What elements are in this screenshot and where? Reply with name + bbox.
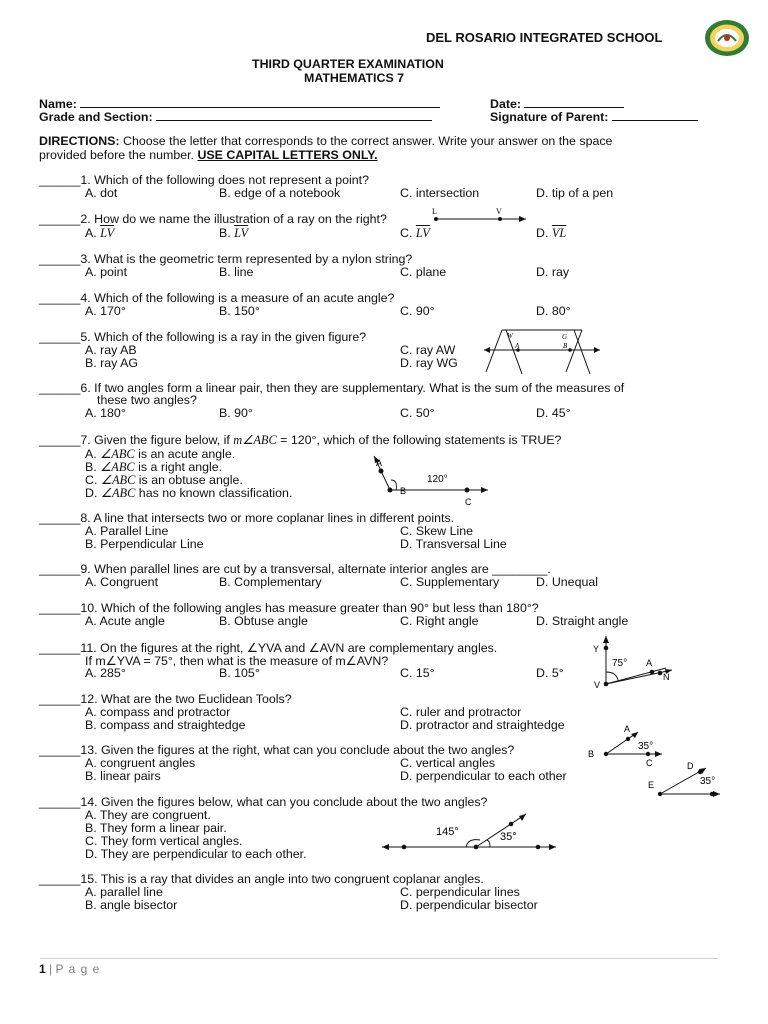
directions-line-1	[39, 134, 612, 148]
math-expression: m∠ABC	[233, 433, 277, 447]
school-seal-logo	[704, 19, 750, 57]
footer-separator: |	[45, 962, 56, 976]
option-a: A. parallel line	[85, 885, 163, 899]
question-stem: 13. Given the figures at the right, what can you conclude about the two angles?	[80, 743, 515, 757]
answer-blank[interactable]: ______	[39, 562, 81, 576]
congruent-angles-figure	[586, 724, 726, 800]
school-name: DEL ROSARIO INTEGRATED SCHOOL	[426, 30, 663, 45]
name-label: Name:	[39, 97, 77, 111]
option-d: D. Unequal	[536, 575, 598, 589]
option-b: B. line	[219, 265, 254, 279]
directions-text-2: provided before the number.	[39, 148, 198, 162]
option-c: C. They form vertical angles.	[85, 834, 243, 848]
answer-blank[interactable]: ______	[39, 252, 81, 266]
question-15	[39, 872, 484, 886]
answer-blank[interactable]: ______	[39, 692, 81, 706]
parallel-lines-figure	[482, 326, 602, 376]
point-v-label: V	[594, 680, 601, 690]
answer-blank[interactable]: ______	[39, 330, 81, 344]
page-number: 1	[39, 962, 46, 976]
option-d: D. 80°	[536, 304, 571, 318]
option-d: D. Transversal Line	[400, 537, 507, 551]
point-y-label: Y	[593, 644, 600, 654]
parent-row	[490, 109, 698, 124]
question-2	[39, 212, 387, 226]
parent-label: Signature of Parent:	[490, 110, 609, 124]
option-b: B. angle bisector	[85, 898, 178, 912]
option-a: A. They are congruent.	[85, 808, 211, 822]
option-a: A. dot	[85, 186, 118, 200]
angle-measure-label-2: 35°	[500, 831, 517, 843]
question-10	[39, 601, 539, 615]
ray-symbol: $\overline{LV}$	[100, 226, 115, 240]
option-a: A. Acute angle	[85, 614, 165, 628]
parent-signature-field[interactable]	[612, 109, 698, 121]
question-stem-continued: these two angles?	[97, 393, 197, 407]
point-b-label: B	[400, 486, 407, 496]
question-stem: 8. A line that intersects two or more coplanar lines in different points.	[80, 511, 455, 525]
option-a: A. ∠ABC is an acute angle.	[85, 447, 236, 461]
question-stem-end: = 120°, which of the following statements is TRUE?	[276, 433, 562, 447]
question-stem: 12. What are the two Euclidean Tools?	[80, 692, 292, 706]
option-b: B. Perpendicular Line	[85, 537, 204, 551]
name-field[interactable]	[80, 96, 440, 108]
question-stem: 1. Which of the following does not represent a point?	[80, 173, 369, 187]
answer-blank[interactable]: ______	[39, 601, 81, 615]
option-c: C. 15°	[400, 666, 435, 680]
option-a: A. ray AB	[85, 343, 137, 357]
question-stem: 14. Given the figures below, what can you conclude about the two angles?	[80, 795, 488, 809]
option-b: B. They form a linear pair.	[85, 821, 227, 835]
option-d: D. ∠ABC has no known classification.	[85, 486, 293, 500]
ray-figure	[430, 207, 530, 227]
option-a: A. Parallel Line	[85, 524, 169, 538]
option-c: C. Right angle	[400, 614, 479, 628]
answer-blank[interactable]: ______	[39, 511, 81, 525]
answer-blank[interactable]: ______	[39, 641, 81, 655]
question-5	[39, 330, 366, 344]
option-b: B. linear pairs	[85, 769, 161, 783]
option-b: B. $\overline{LV}$	[219, 226, 249, 240]
grade-field[interactable]	[156, 109, 432, 121]
option-d: D. ray	[536, 265, 570, 279]
point-c-label: C	[646, 758, 653, 768]
option-d: D. Straight angle	[536, 614, 629, 628]
option-c: C. Skew Line	[400, 524, 474, 538]
page-word: P a g e	[55, 962, 101, 976]
point-e-label: E	[648, 780, 655, 790]
point-g-label: G	[562, 333, 568, 341]
question-stem: 6. If two angles form a linear pair, then they are supplementary. What is the sum of the measures of	[80, 381, 625, 395]
option-b: B. edge of a notebook	[219, 186, 341, 200]
grade-row	[39, 109, 432, 124]
point-b-label: B	[563, 342, 568, 350]
question-stem-continued: If m∠YVA = 75°, then what is the measure of m∠AVN?	[85, 654, 389, 668]
option-c: C. vertical angles	[400, 756, 496, 770]
answer-blank[interactable]: ______	[39, 173, 81, 187]
answer-blank[interactable]: ______	[39, 212, 81, 226]
point-a-label: A	[515, 342, 520, 350]
answer-blank[interactable]: ______	[39, 795, 81, 809]
question-stem: 2. How do we name the illustration of a ray on the right?	[80, 212, 387, 226]
option-c: C. ruler and protractor	[400, 705, 522, 719]
point-a-label: A	[376, 458, 383, 468]
option-c: C. $\overline{LV}$	[400, 226, 430, 240]
option-b: B. ∠ABC is a right angle.	[85, 460, 223, 474]
option-c: C. ray AW	[400, 343, 456, 357]
angle-abc-figure	[372, 452, 492, 506]
option-a: A. point	[85, 265, 128, 279]
question-8	[39, 511, 454, 525]
question-stem: 3. What is the geometric term represented by a nylon string?	[80, 252, 413, 266]
point-a-label: A	[624, 724, 631, 734]
option-b: B. 105°	[219, 666, 260, 680]
option-a: A. compass and protractor	[85, 705, 231, 719]
option-b: B. ray AG	[85, 356, 139, 370]
question-14	[39, 795, 487, 809]
ray-symbol: $\overline{VL}$	[551, 226, 567, 240]
directions-line-2	[39, 148, 378, 162]
subject-title: MATHEMATICS 7	[304, 71, 405, 85]
option-c: C. plane	[400, 265, 447, 279]
answer-blank[interactable]: ______	[39, 381, 81, 395]
question-1	[39, 173, 369, 187]
angle-measure-label-2: 35°	[700, 776, 716, 787]
option-b: B. Complementary	[219, 575, 322, 589]
question-stem: 7. Given the figure below, if	[80, 433, 234, 447]
option-d: D. 45°	[536, 406, 571, 420]
point-a-label: A	[646, 658, 653, 668]
point-w-label: W	[507, 332, 513, 340]
option-d: D. 5°	[536, 666, 564, 680]
question-stem: 10. Which of the following angles has measure greater than 90° but less than 180°?	[80, 601, 539, 615]
option-c: C. 50°	[400, 406, 435, 420]
option-d: D. ray WG	[400, 356, 458, 370]
option-b: B. 150°	[219, 304, 260, 318]
option-a: A. 180°	[85, 406, 126, 420]
option-a: A. 170°	[85, 304, 126, 318]
option-b: B. 90°	[219, 406, 253, 420]
point-n-label: N	[663, 672, 670, 682]
option-a: A. Congruent	[85, 575, 159, 589]
footer-divider	[40, 958, 718, 959]
date-label: Date:	[490, 97, 521, 111]
page-footer	[39, 962, 100, 976]
option-c: C. intersection	[400, 186, 480, 200]
line-symbol: $\overline{LV}$	[415, 226, 430, 240]
question-3	[39, 252, 412, 266]
angle-measure-label-1: 145°	[436, 826, 459, 838]
option-d: D. perpendicular to each other	[400, 769, 567, 783]
question-4	[39, 291, 394, 305]
question-stem: 15. This is a ray that divides an angle into two congruent coplanar angles.	[80, 872, 484, 886]
option-b: B. Obtuse angle	[219, 614, 308, 628]
answer-blank[interactable]: ______	[39, 743, 81, 757]
answer-blank[interactable]: ______	[39, 291, 81, 305]
angle-measure-label: 75°	[612, 658, 628, 669]
option-d: D. perpendicular bisector	[400, 898, 538, 912]
exam-title: THIRD QUARTER EXAMINATION	[252, 57, 444, 71]
question-9	[39, 562, 551, 576]
date-field[interactable]	[524, 96, 624, 108]
question-stem: 9. When parallel lines are cut by a transversal, alternate interior angles are ________.	[80, 562, 551, 576]
option-d: D. They are perpendicular to each other.	[85, 847, 307, 861]
option-c: C. Supplementary	[400, 575, 500, 589]
point-d-label: D	[687, 761, 694, 771]
directions-text-1: Choose the letter that corresponds to the correct answer. Write your answer on the space	[119, 134, 613, 148]
option-d: D. tip of a pen	[536, 186, 614, 200]
question-13	[39, 743, 514, 757]
point-v-label: V	[496, 207, 502, 216]
answer-blank[interactable]: ______	[39, 872, 81, 886]
option-a: A. congruent angles	[85, 756, 196, 770]
option-b: B. compass and straightedge	[85, 718, 246, 732]
angle-measure-label-1: 35°	[638, 741, 654, 752]
answer-blank[interactable]: ______	[39, 433, 81, 447]
complementary-angles-figure	[590, 634, 680, 690]
point-l-label: L	[432, 207, 437, 216]
option-a: A. $\overline{LV}$	[85, 226, 115, 240]
question-12	[39, 692, 292, 706]
question-stem: 11. On the figures at the right, ∠YVA and ∠AVN are complementary angles.	[80, 641, 498, 655]
question-stem: 5. Which of the following is a ray in the given figure?	[80, 330, 367, 344]
grade-label: Grade and Section:	[39, 110, 153, 124]
directions-emphasis: USE CAPITAL LETTERS ONLY.	[197, 148, 378, 162]
option-a: A. 285°	[85, 666, 126, 680]
option-d: D. $\overline{VL}$	[536, 226, 567, 240]
point-c-label: C	[465, 497, 472, 507]
directions-label: DIRECTIONS:	[39, 134, 120, 148]
option-c: C. perpendicular lines	[400, 885, 520, 899]
linear-pair-figure	[380, 810, 560, 854]
question-stem: 4. Which of the following is a measure of an acute angle?	[80, 291, 395, 305]
point-b-label: B	[588, 749, 595, 759]
option-d: D. protractor and straightedge	[400, 718, 565, 732]
angle-measure-label: 120°	[427, 474, 448, 485]
option-c: C. ∠ABC is an obtuse angle.	[85, 473, 243, 487]
segment-symbol: $\overline{LV}$	[234, 226, 249, 240]
option-c: C. 90°	[400, 304, 435, 318]
